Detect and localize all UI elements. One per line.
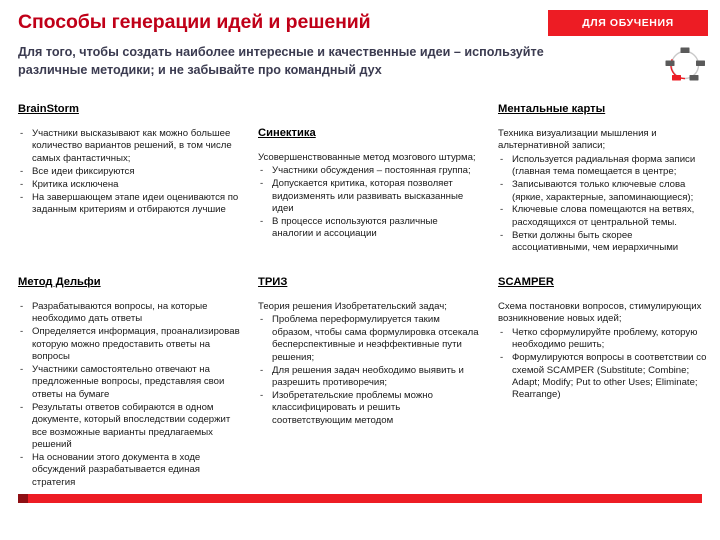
method-card-title: Ментальные карты bbox=[498, 103, 606, 115]
list-item: - Изобретательские проблемы можно классифицировать и решить соответствующим методом bbox=[258, 390, 480, 427]
method-card-bullets bbox=[498, 154, 708, 255]
method-card-bullets bbox=[258, 165, 480, 240]
method-card-bullets bbox=[258, 314, 480, 427]
list-item: - Все идеи фиксируются bbox=[18, 166, 242, 178]
method-card-lead: Теория решения Изобретательский задач; bbox=[258, 301, 447, 312]
list-item: - Для решения задач необходимо выявить и разрешить противоречия; bbox=[258, 365, 480, 390]
list-item: - Разрабатываются вопросы, на которые необходимо дать ответы bbox=[18, 301, 242, 326]
list-item: - Участники высказывают как можно большее количество вариантов решений, в том числе самых фантастичных; bbox=[18, 128, 242, 165]
list-item: - Формулируются вопросы в соответствии со схемой SCAMPER (Substitute; Combine; Adapt; Modify; Put to other Uses; Eliminate; Rearrange) bbox=[498, 352, 708, 402]
list-item: - На основании этого документа в ходе обсуждений разрабатывается единая стратегия bbox=[18, 452, 242, 489]
method-card-delphi-method bbox=[18, 275, 242, 490]
method-card-title: Синектика bbox=[258, 127, 316, 139]
footer-accent-rule bbox=[18, 494, 702, 503]
method-card-bullets bbox=[498, 327, 708, 402]
status-badge: ДЛЯ ОБУЧЕНИЯ bbox=[548, 10, 708, 36]
slide-header bbox=[0, 0, 720, 98]
list-item: - Определяется информация, проанализировав которую можно предоставить ответы на вопросы bbox=[18, 326, 242, 363]
list-item: - Допускается критика, которая позволяет видоизменять или развивать высказанные идеи bbox=[258, 178, 480, 215]
method-card-title: BrainStorm bbox=[18, 103, 79, 115]
method-card-triz bbox=[258, 275, 480, 428]
method-card-bullets bbox=[18, 301, 242, 489]
method-card-brainstorm bbox=[18, 102, 242, 217]
page-title: Способы генерации идей и решений bbox=[18, 11, 371, 33]
method-card-title: ТРИЗ bbox=[258, 276, 288, 288]
method-card-title: SCAMPER bbox=[498, 276, 554, 288]
method-card-title: Метод Дельфи bbox=[18, 276, 101, 288]
network-nodes-circle-icon bbox=[664, 45, 706, 85]
method-cards-grid bbox=[0, 100, 720, 490]
list-item: - Записываются только ключевые слова (яркие, характерные, запоминающиеся); bbox=[498, 179, 708, 204]
method-card-bullets bbox=[18, 128, 242, 216]
list-item: - Участники обсуждения – постоянная группа; bbox=[258, 165, 480, 177]
list-item: - На завершающем этапе идеи оцениваются по заданным критериям и отбираются лучшие bbox=[18, 192, 242, 217]
method-card-scamper bbox=[498, 275, 708, 402]
method-card-lead: Техника визуализации мышления и альтернативной записи; bbox=[498, 128, 657, 152]
list-item: - Четко сформулируйте проблему, которую необходимо решить; bbox=[498, 327, 708, 352]
page-subtitle: Для того, чтобы создать наиболее интересные и качественные идеи – используйте различные методики; и не забывайте про командный дух bbox=[18, 45, 544, 77]
method-card-sinektika bbox=[258, 102, 480, 241]
method-card-lead: Схема постановки вопросов, стимулирующих возникновение новых идей; bbox=[498, 301, 702, 325]
list-item: - Ключевые слова помещаются на ветвях, расходящихся от центральной темы. bbox=[498, 204, 708, 229]
list-item: - В процессе используются различные аналогии и ассоциации bbox=[258, 216, 480, 241]
list-item: - Ветки должны быть скорее ассоциативными, чем иерархичными bbox=[498, 230, 708, 255]
method-card-lead: Усовершенствованные метод мозгового штурма; bbox=[258, 152, 476, 163]
list-item: - Критика исключена bbox=[18, 179, 242, 191]
list-item: - Участники самостоятельно отвечают на предложенные вопросы, представляя свои ответы на бумаге bbox=[18, 364, 242, 401]
list-item: - Используется радиальная форма записи (главная тема помещается в центре; bbox=[498, 154, 708, 179]
method-card-mental-maps bbox=[498, 102, 708, 255]
list-item: - Результаты ответов собираются в одном документе, который впоследствии содержит все возможные варианты предлагаемых решений bbox=[18, 402, 242, 452]
list-item: - Проблема переформулируется таким образом, чтобы сама формулировка отсекала бесперспективные и неэффективные пути решения; bbox=[258, 314, 480, 364]
